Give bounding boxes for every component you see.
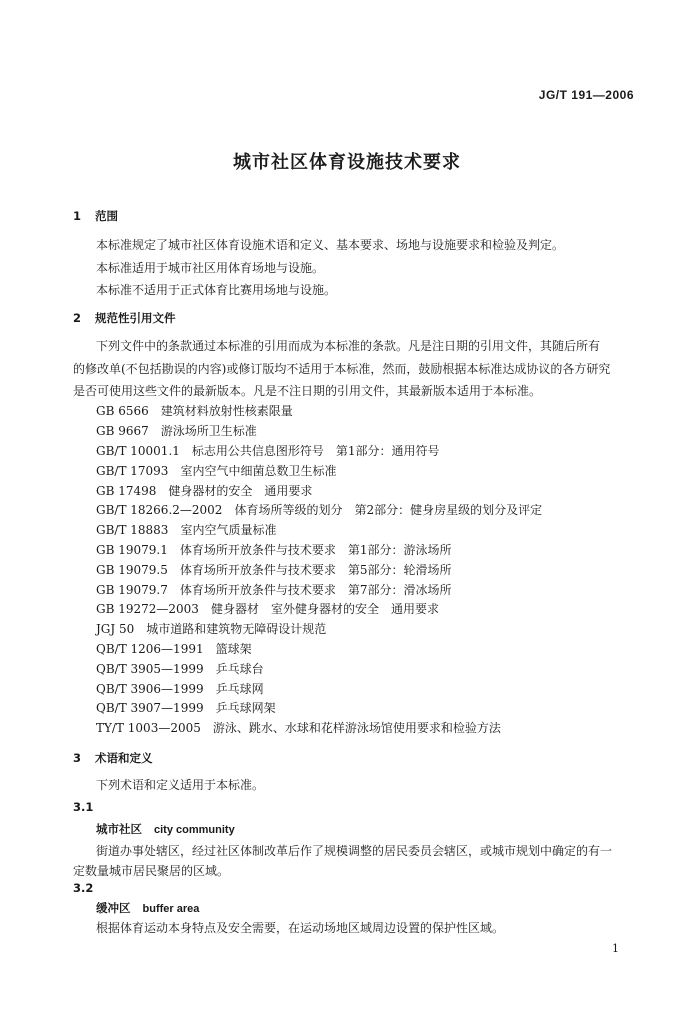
reference-item: [96, 562, 451, 578]
reference-code: QB/T 3906—1999: [96, 682, 204, 696]
reference-code: GB 19079.1: [96, 543, 168, 557]
reference-code: GB 17498: [96, 484, 157, 498]
reference-item: [96, 582, 451, 598]
reference-item: [96, 463, 336, 479]
reference-title: 城市道路和建筑物无障碍设计规范: [146, 622, 327, 636]
reference-item: [96, 483, 312, 499]
document-title: 城市社区体育设施技术要求: [233, 152, 461, 173]
reference-code: GB/T 17093: [96, 464, 169, 478]
term-definition: 街道办事处辖区，经过社区体制改革后作了规模调整的居民委员会辖区，或城市规划中确定的有一: [96, 844, 613, 858]
reference-code: GB 19079.5: [96, 563, 168, 577]
reference-item: [96, 720, 501, 736]
section-1-heading: [73, 208, 118, 224]
intro-line: 下列文件中的条款通过本标准的引用而成为本标准的条款。凡是注日期的引用文件，其随后所有: [96, 339, 601, 353]
section-title: 术语和定义: [95, 751, 153, 765]
term-heading: [96, 821, 235, 838]
reference-title: 建筑材料放射性核素限量: [160, 404, 293, 418]
standard-code: JG/T 191—2006: [538, 88, 634, 102]
reference-title: 标志用公共信息图形符号 第1部分：通用符号: [191, 444, 440, 458]
reference-item: [96, 423, 257, 439]
term-en: city community: [154, 824, 235, 836]
reference-code: GB/T 18883: [96, 523, 169, 537]
paragraph: 本标准适用于城市社区用体育场地与设施。: [96, 261, 325, 275]
reference-code: GB 19079.7: [96, 583, 168, 597]
reference-code: QB/T 3907—1999: [96, 701, 204, 715]
reference-title: 体育场所开放条件与技术要求 第7部分：滑冰场所: [179, 583, 452, 597]
reference-item: [96, 641, 252, 657]
page-number: 1: [612, 942, 619, 955]
reference-code: GB 6566: [96, 404, 149, 418]
paragraph: 下列术语和定义适用于本标准。: [96, 778, 265, 792]
reference-item: [96, 443, 440, 459]
reference-item: [96, 681, 264, 697]
reference-title: 健身器材的安全 通用要求: [168, 484, 313, 498]
section-number: 2: [73, 311, 82, 325]
reference-title: 游泳场所卫生标准: [160, 424, 257, 438]
section-3-heading: [73, 750, 153, 766]
reference-title: 体育场所开放条件与技术要求 第1部分：游泳场所: [179, 543, 452, 557]
reference-title: 室内空气中细菌总数卫生标准: [180, 464, 337, 478]
reference-item: [96, 601, 439, 617]
reference-code: GB/T 18266.2—2002: [96, 503, 223, 517]
section-2-heading: [73, 310, 176, 326]
paragraph: 本标准不适用于正式体育比赛用场地与设施。: [96, 283, 337, 297]
section-number: 1: [73, 209, 82, 223]
reference-code: GB 9667: [96, 424, 149, 438]
term-en: buffer area: [142, 903, 200, 915]
reference-title: 游泳、跳水、水球和花样游泳场馆使用要求和检验方法: [212, 721, 501, 735]
section-title: 规范性引用文件: [95, 311, 176, 325]
reference-item: [96, 700, 276, 716]
term-definition: 定数量城市居民聚居的区域。: [73, 864, 230, 878]
reference-code: QB/T 1206—1991: [96, 642, 204, 656]
reference-title: 健身器材 室外健身器材的安全 通用要求: [210, 602, 439, 616]
reference-code: TY/T 1003—2005: [96, 721, 201, 735]
term-definition: 根据体育运动本身特点及安全需要，在运动场地区域周边设置的保护性区域。: [96, 921, 505, 935]
reference-title: 篮球架: [215, 642, 252, 656]
reference-title: 乒乓球网架: [215, 701, 276, 715]
reference-item: [96, 542, 451, 558]
section-title: 范围: [95, 209, 118, 223]
reference-title: 乒乓球网: [215, 682, 264, 696]
reference-code: QB/T 3905—1999: [96, 662, 204, 676]
reference-item: [96, 621, 326, 637]
reference-title: 室内空气质量标准: [180, 523, 277, 537]
reference-title: 乒乓球台: [215, 662, 264, 676]
term-zh: 城市社区: [96, 822, 142, 836]
reference-code: JGJ 50: [96, 622, 135, 636]
reference-code: GB/T 10001.1: [96, 444, 180, 458]
reference-code: GB 19272—2003: [96, 602, 199, 616]
reference-item: [96, 502, 542, 518]
reference-item: [96, 661, 264, 677]
term-number: 3.2: [73, 881, 94, 895]
reference-item: [96, 403, 293, 419]
reference-title: 体育场所开放条件与技术要求 第5部分：轮滑场所: [179, 563, 452, 577]
reference-item: [96, 522, 276, 538]
section-number: 3: [73, 751, 82, 765]
term-zh: 缓冲区: [96, 901, 131, 915]
intro-line: 的修改单(不包括勘误的内容)或修订版均不适用于本标准，然而，鼓励根据本标准达成协议的各方研究: [73, 362, 611, 376]
term-heading: [96, 900, 199, 917]
reference-title: 体育场所等级的划分 第2部分：健身房星级的划分及评定: [234, 503, 543, 517]
paragraph: 本标准规定了城市社区体育设施术语和定义、基本要求、场地与设施要求和检验及判定。: [96, 238, 565, 252]
term-number: 3.1: [73, 800, 94, 814]
intro-line: 是否可使用这些文件的最新版本。凡是不注日期的引用文件，其最新版本适用于本标准。: [73, 384, 542, 398]
